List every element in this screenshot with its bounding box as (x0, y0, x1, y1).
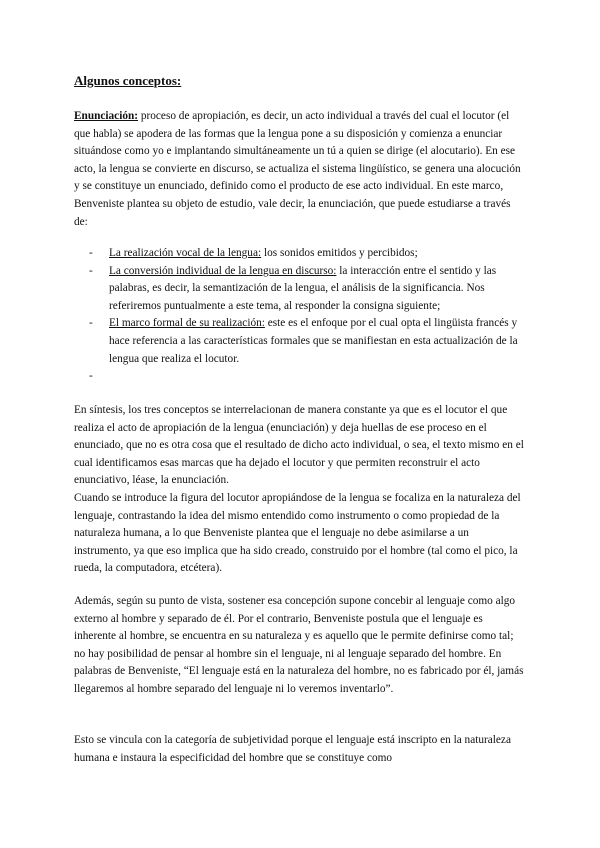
list-item-text: este es el enfoque por el cual opta el lingüista francés y hace referencia a las características formales que se manifiestan en esta actualización de la lengua que realiza el locutor. (109, 317, 518, 365)
study-approaches-list (74, 245, 526, 386)
subjectivity-paragraph: Esto se vincula con la categoría de subjetividad porque el lenguaje está inscripto en la naturaleza humana e instaura la especificidad del hombre que se constituye como (74, 734, 511, 764)
list-item (74, 315, 526, 368)
locutor-paragraph: Cuando se introduce la figura del locutor apropiándose de la lengua se focaliza en la naturaleza del lenguaje, contrastando la idea del mismo entendido como instrumento o como propiedad de la naturaleza humana, a lo que Benveniste plantea que el lenguaje no debe asimilarse a un instrumento, ya que eso implica que ha sido creado, construido por el hombre (tal como el pico, la rueda, la computadora, etcétera). (74, 492, 521, 575)
list-dash: - (89, 247, 93, 259)
intro-paragraph (74, 108, 526, 231)
section-title: Algunos conceptos: (74, 73, 182, 88)
benveniste-paragraph: Además, según su punto de vista, sostener esa concepción supone concebir al lenguaje como algo externo al hombre y separado de él. Por el contrario, Benveniste postula que el lenguaje es inherente al hombre, se encuentra en su naturaleza y es aquello que le permite definirse como tal; no hay posibilidad de pensar al hombre sin el lenguaje, ni al lenguaje separado del hombre. En palabras de Benveniste, “El lenguaje está en la naturaleza del hombre, no es fabricado por él, jamás llegaremos al hombre separado del lenguaje ni lo veremos inventarlo”. (74, 595, 524, 695)
list-dash: - (89, 317, 93, 330)
list-item-label: El marco formal de su realización: (109, 317, 265, 330)
list-item (74, 263, 526, 316)
term-enunciacion: Enunciación: (74, 110, 139, 122)
list-item-label: La conversión individual de la lengua en discurso: (109, 264, 337, 277)
list-item-label: La realización vocal de la lengua: (109, 247, 262, 259)
synthesis-paragraph: En síntesis, los tres conceptos se interrelacionan de manera constante ya que es el locutor el que realiza el acto de apropiación de la lengua (enunciación) y deja huellas de ese proceso en el enunciado, que no es otra cosa que el resultado de dicho acto individual, o sea, el texto mismo en el cual identificamos esas marcas que ha dejado el locutor y que permiten reconstruir el acto enunciativo, léase, la enunciación. (74, 404, 524, 487)
list-item (74, 245, 526, 263)
list-dash: - (89, 370, 93, 383)
list-dash: - (89, 264, 93, 277)
list-item-text: los sonidos emitidos y percibidos; (261, 247, 418, 259)
intro-text: proceso de apropiación, es decir, un acto individual a través del cual el locutor (el que habla) se apodera de las formas que la lengua pone a su disposición y comienza a enunciar situándose como yo e implantando simultáneamente un tú a quien se dirige (el alocutario). En ese acto, la lengua se convierte en discurso, se actualiza el sistema lingüístico, se genera una alocución y se constituye un enunciado, definido como el producto de ese acto individual. En este marco, Benveniste plantea su objeto de estudio, vale decir, la enunciación, que puede estudiarse a través de: (74, 110, 521, 228)
list-item (74, 368, 526, 386)
list-item-text: la interacción entre el sentido y las palabras, es decir, la semantización de la lengua, el análisis de la significancia. Nos referiremos puntualmente a este tema, al responder la consigna siguiente; (109, 264, 497, 312)
